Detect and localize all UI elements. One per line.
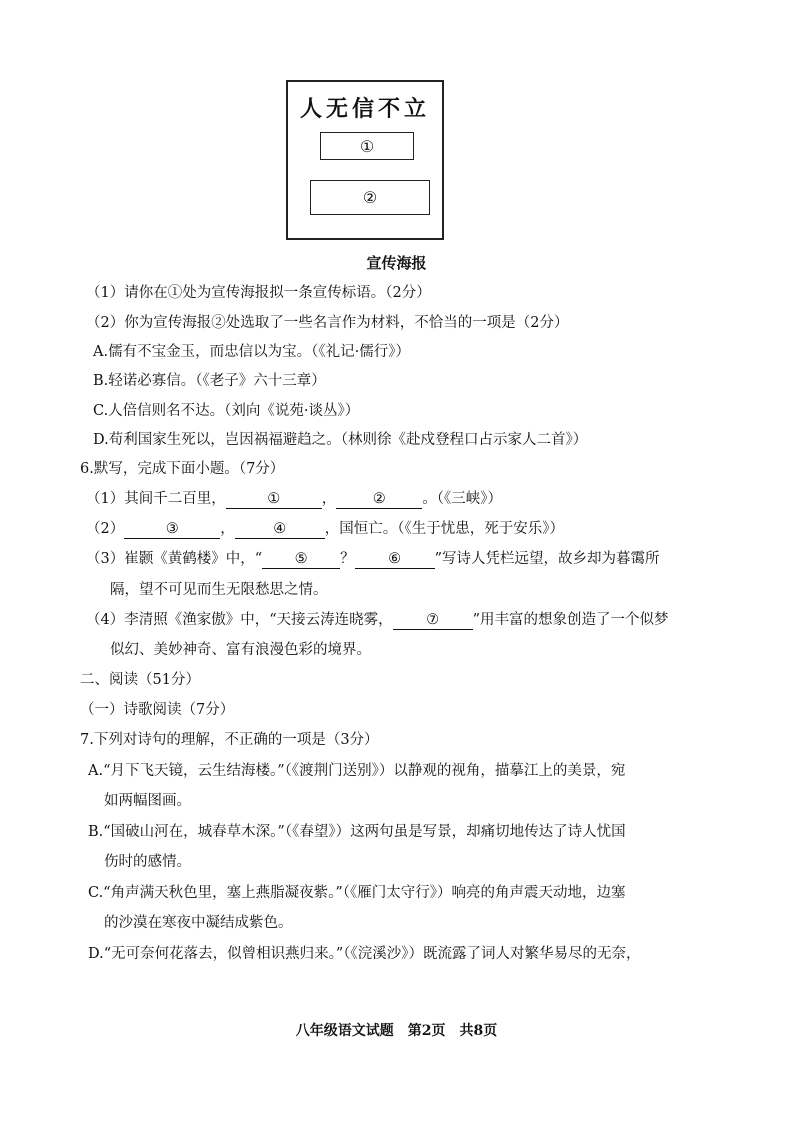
blank-5: ⑤	[262, 550, 340, 569]
q6-line3-prefix: （3）崔颢《黄鹤楼》中，“	[86, 551, 263, 567]
q6-line4	[86, 610, 669, 630]
section2-subtitle: （一）诗歌阅读（7分）	[80, 702, 235, 718]
q6-line2	[86, 519, 564, 539]
blank-4: ④	[235, 520, 325, 539]
q7-option-b-cont: 伤时的感情。	[104, 854, 191, 870]
section2-title: 二、阅读（51分）	[80, 672, 200, 688]
q7-option-b: B.“国破山河在，城春草木深。”（《春望》）这两句虽是写景，却痛切地传达了诗人忧国	[88, 824, 626, 840]
q7-title: 7.下列对诗句的理解，不正确的一项是（3分）	[80, 732, 379, 748]
q6-line3	[86, 549, 660, 569]
poster-title: 人无信不立	[299, 97, 430, 122]
q6-line3-post: ”写诗人凭栏远望，故乡却为暮霭所	[434, 551, 660, 567]
q7-option-d: D.“无可奈何花落去，似曾相识燕归来。”（《浣溪沙》）既流露了词人对繁华易尽的无奈，	[88, 946, 641, 962]
blank-7: ⑦	[393, 611, 473, 630]
q5-option-a: A.儒有不宝金玉，而忠信以为宝。（《礼记·儒行》）	[93, 344, 410, 360]
q6-line4-prefix: （4）李清照《渔家傲》中，“天接云涛连晓雾，	[86, 612, 393, 628]
q7-option-a-cont: 如两幅图画。	[104, 793, 191, 809]
q6-line4-continuation: 似幻、美妙神奇、富有浪漫色彩的境界。	[110, 642, 371, 658]
blank-1: ①	[226, 490, 322, 509]
blank-3: ③	[124, 520, 220, 539]
blank-2: ②	[336, 490, 422, 509]
q6-line4-post: ”用丰富的想象创造了一个似梦	[472, 612, 669, 628]
q6-title: 6.默写，完成下面小题。（7分）	[80, 461, 285, 477]
q5-option-b: B.轻诺必寡信。（《老子》六十三章）	[93, 373, 326, 389]
q6-line2-prefix: （2）	[86, 521, 125, 537]
poster-caption: 宣传海报	[366, 254, 427, 272]
q5-option-c: C.人倍信则名不达。（刘向《说苑·谈丛》）	[93, 403, 360, 419]
q7-option-c-cont: 的沙漠在寒夜中凝结成紫色。	[104, 915, 293, 931]
q6-line1-source: 。（《三峡》）	[422, 491, 502, 507]
q7-option-a: A.“月下飞天镜，云生结海楼。”（《渡荆门送别》）以静观的视角，描摹江上的美景，宛	[88, 763, 626, 779]
blank-6: ⑥	[355, 550, 435, 569]
q7-option-c: C.“角声满天秋色里，塞上燕脂凝夜紫。”（《雁门太守行》）响亮的角声震天动地，边塞	[88, 885, 626, 901]
propaganda-poster	[286, 80, 444, 240]
q6-line2-source: ，国恒亡。（《生于忧患，死于安乐》）	[324, 521, 564, 537]
poster-quote-box: ②	[310, 180, 430, 215]
q6-line3-continuation: 隔，望不可见而生无限愁思之情。	[110, 582, 328, 598]
q6-line1	[86, 489, 502, 509]
q6-line3-sep: ？	[340, 551, 355, 567]
page-footer: 八年级语文试题 第2页 共8页	[295, 1023, 498, 1039]
q6-line1-sep: ，	[321, 491, 337, 507]
poster-slogan-box: ①	[320, 132, 414, 160]
q6-line2-sep: ，	[220, 521, 235, 537]
q5-option-d: D.苟利国家生死以，岂因祸福避趋之。（林则徐《赴戍登程口占示家人二首》）	[93, 432, 588, 448]
q5-part2: （2）你为宣传海报②处选取了一些名言作为材料，不恰当的一项是（2分）	[86, 315, 569, 331]
q5-part1: （1）请你在①处为宣传海报拟一条宣传标语。（2分）	[86, 285, 431, 301]
q6-line1-prefix: （1）其间千二百里，	[86, 491, 226, 507]
